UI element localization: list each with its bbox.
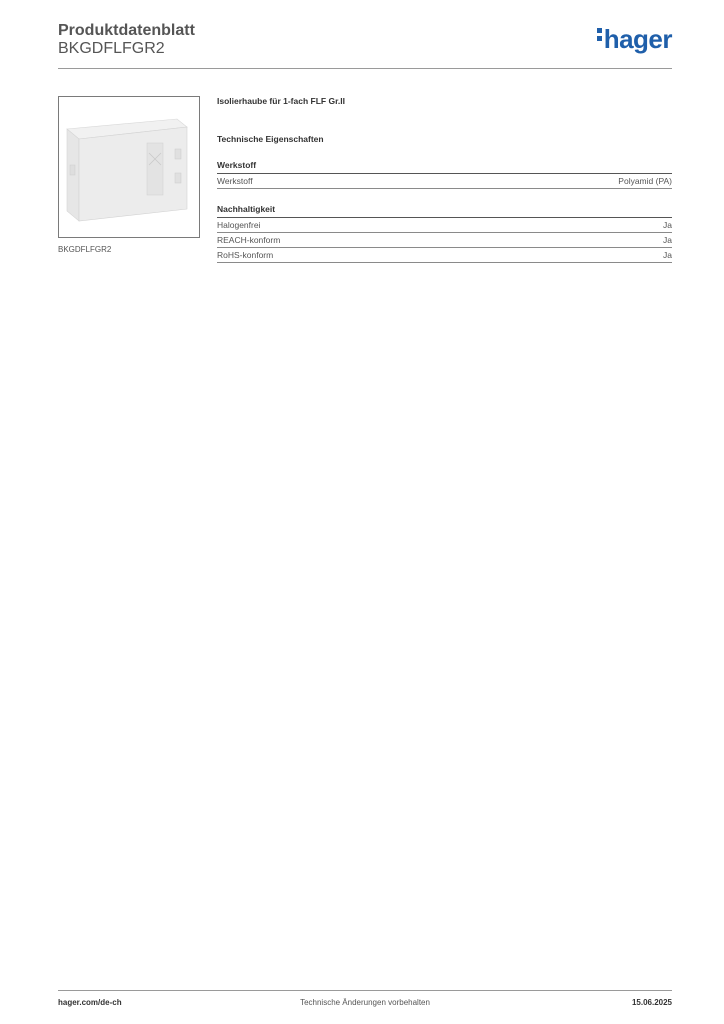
footer-website-link[interactable]: hager.com/de-ch (58, 998, 122, 1007)
product-image (58, 96, 200, 238)
property-row (217, 174, 672, 189)
property-label: Halogenfrei (217, 220, 261, 230)
property-value: Polyamid (PA) (618, 176, 672, 186)
product-name: Isolierhaube für 1-fach FLF Gr.II (217, 96, 345, 106)
logo-text: hager (603, 24, 672, 54)
product-code: BKGDFLFGR2 (58, 40, 165, 57)
page-title: Produktdatenblatt (58, 22, 195, 39)
property-row (217, 233, 672, 248)
product-details (217, 96, 672, 263)
image-caption: BKGDFLFGR2 (58, 245, 112, 254)
section-title: Technische Eigenschaften (217, 134, 324, 144)
logo-dots-icon (597, 25, 602, 44)
property-row (217, 218, 672, 233)
property-value: Ja (663, 235, 672, 245)
insulation-box-icon (59, 97, 199, 237)
property-row (217, 248, 672, 263)
property-value: Ja (663, 220, 672, 230)
group-title-werkstoff: Werkstoff (217, 160, 672, 174)
footer-divider (58, 990, 672, 991)
footer-date: 15.06.2025 (631, 998, 672, 1007)
property-label: RoHS-konform (217, 250, 274, 260)
header-divider (58, 68, 672, 69)
property-label: Werkstoff (217, 176, 253, 186)
property-value: Ja (663, 250, 672, 260)
property-label: REACH-konform (217, 235, 281, 245)
footer-notice: Technische Änderungen vorbehalten (300, 998, 430, 1007)
group-title-nachhaltigkeit: Nachhaltigkeit (217, 204, 672, 218)
hager-logo (597, 24, 672, 54)
page-header (58, 22, 672, 58)
